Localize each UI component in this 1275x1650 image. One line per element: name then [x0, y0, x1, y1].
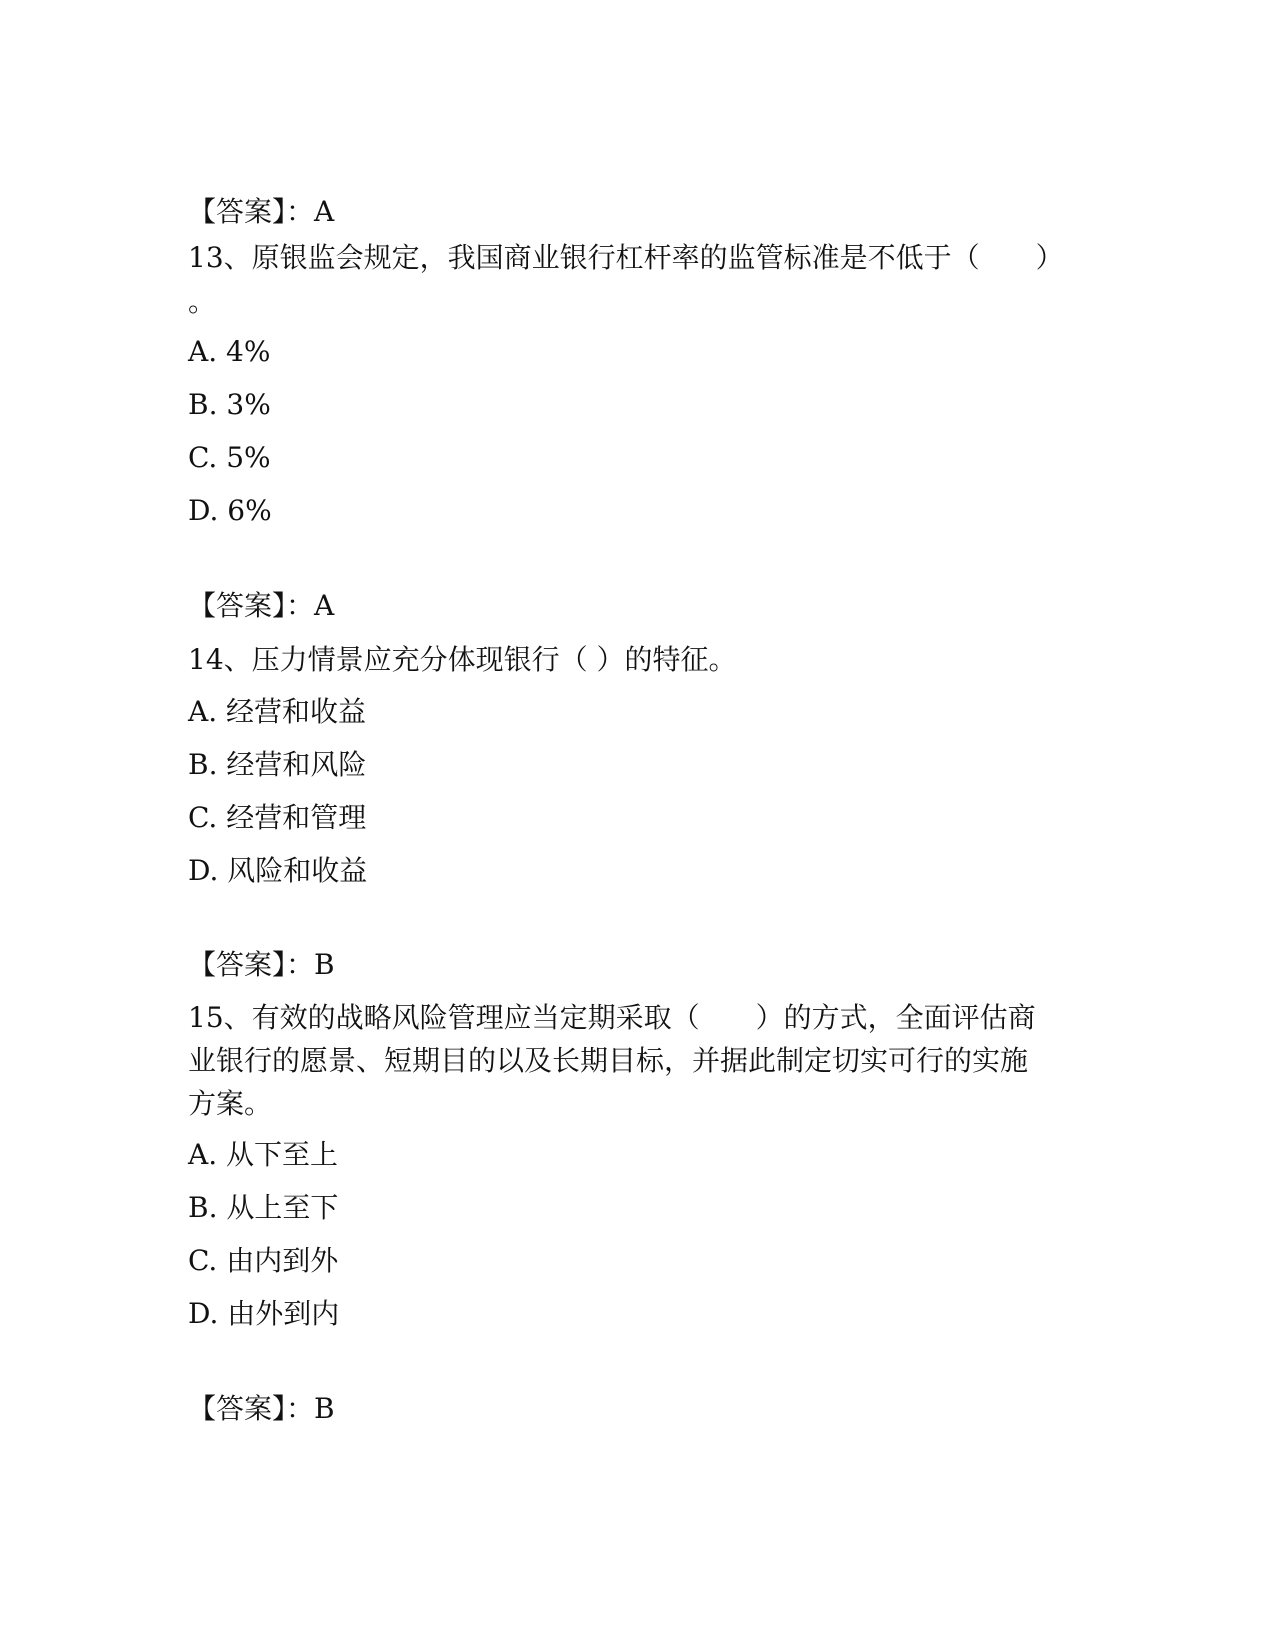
option-b: B. 从上至下: [188, 1191, 339, 1224]
option-a: A. 4%: [188, 335, 271, 368]
answer-line: 【答案】：B: [188, 948, 335, 981]
option-c: C. 5%: [188, 441, 271, 474]
option-d: D. 6%: [188, 494, 272, 527]
question-15-line-2: 业银行的愿景、短期目的以及长期目标，并据此制定切实可行的实施: [188, 1044, 1029, 1077]
option-d: D. 风险和收益: [188, 854, 368, 887]
question-15-line-1: 15、有效的战略风险管理应当定期采取（ ）的方式，全面评估商: [188, 1001, 1036, 1034]
option-c: C. 由内到外: [188, 1244, 339, 1277]
option-a: A. 从下至上: [188, 1138, 339, 1171]
answer-line: 【答案】：A: [188, 589, 335, 622]
option-c: C. 经营和管理: [188, 801, 367, 834]
option-d: D. 由外到内: [188, 1297, 340, 1330]
question-13-line-1: 13、原银监会规定，我国商业银行杠杆率的监管标准是不低于（ ）: [188, 241, 1064, 274]
question-15-line-3: 方案。: [188, 1087, 273, 1120]
answer-line: 【答案】：B: [188, 1392, 335, 1425]
option-b: B. 3%: [188, 388, 271, 421]
question-14-line-1: 14、压力情景应充分体现银行（ ）的特征。: [188, 643, 737, 676]
option-b: B. 经营和风险: [188, 748, 367, 781]
answer-line: 【答案】：A: [188, 195, 335, 228]
option-a: A. 经营和收益: [188, 695, 367, 728]
question-13-line-2: 。: [188, 285, 217, 318]
